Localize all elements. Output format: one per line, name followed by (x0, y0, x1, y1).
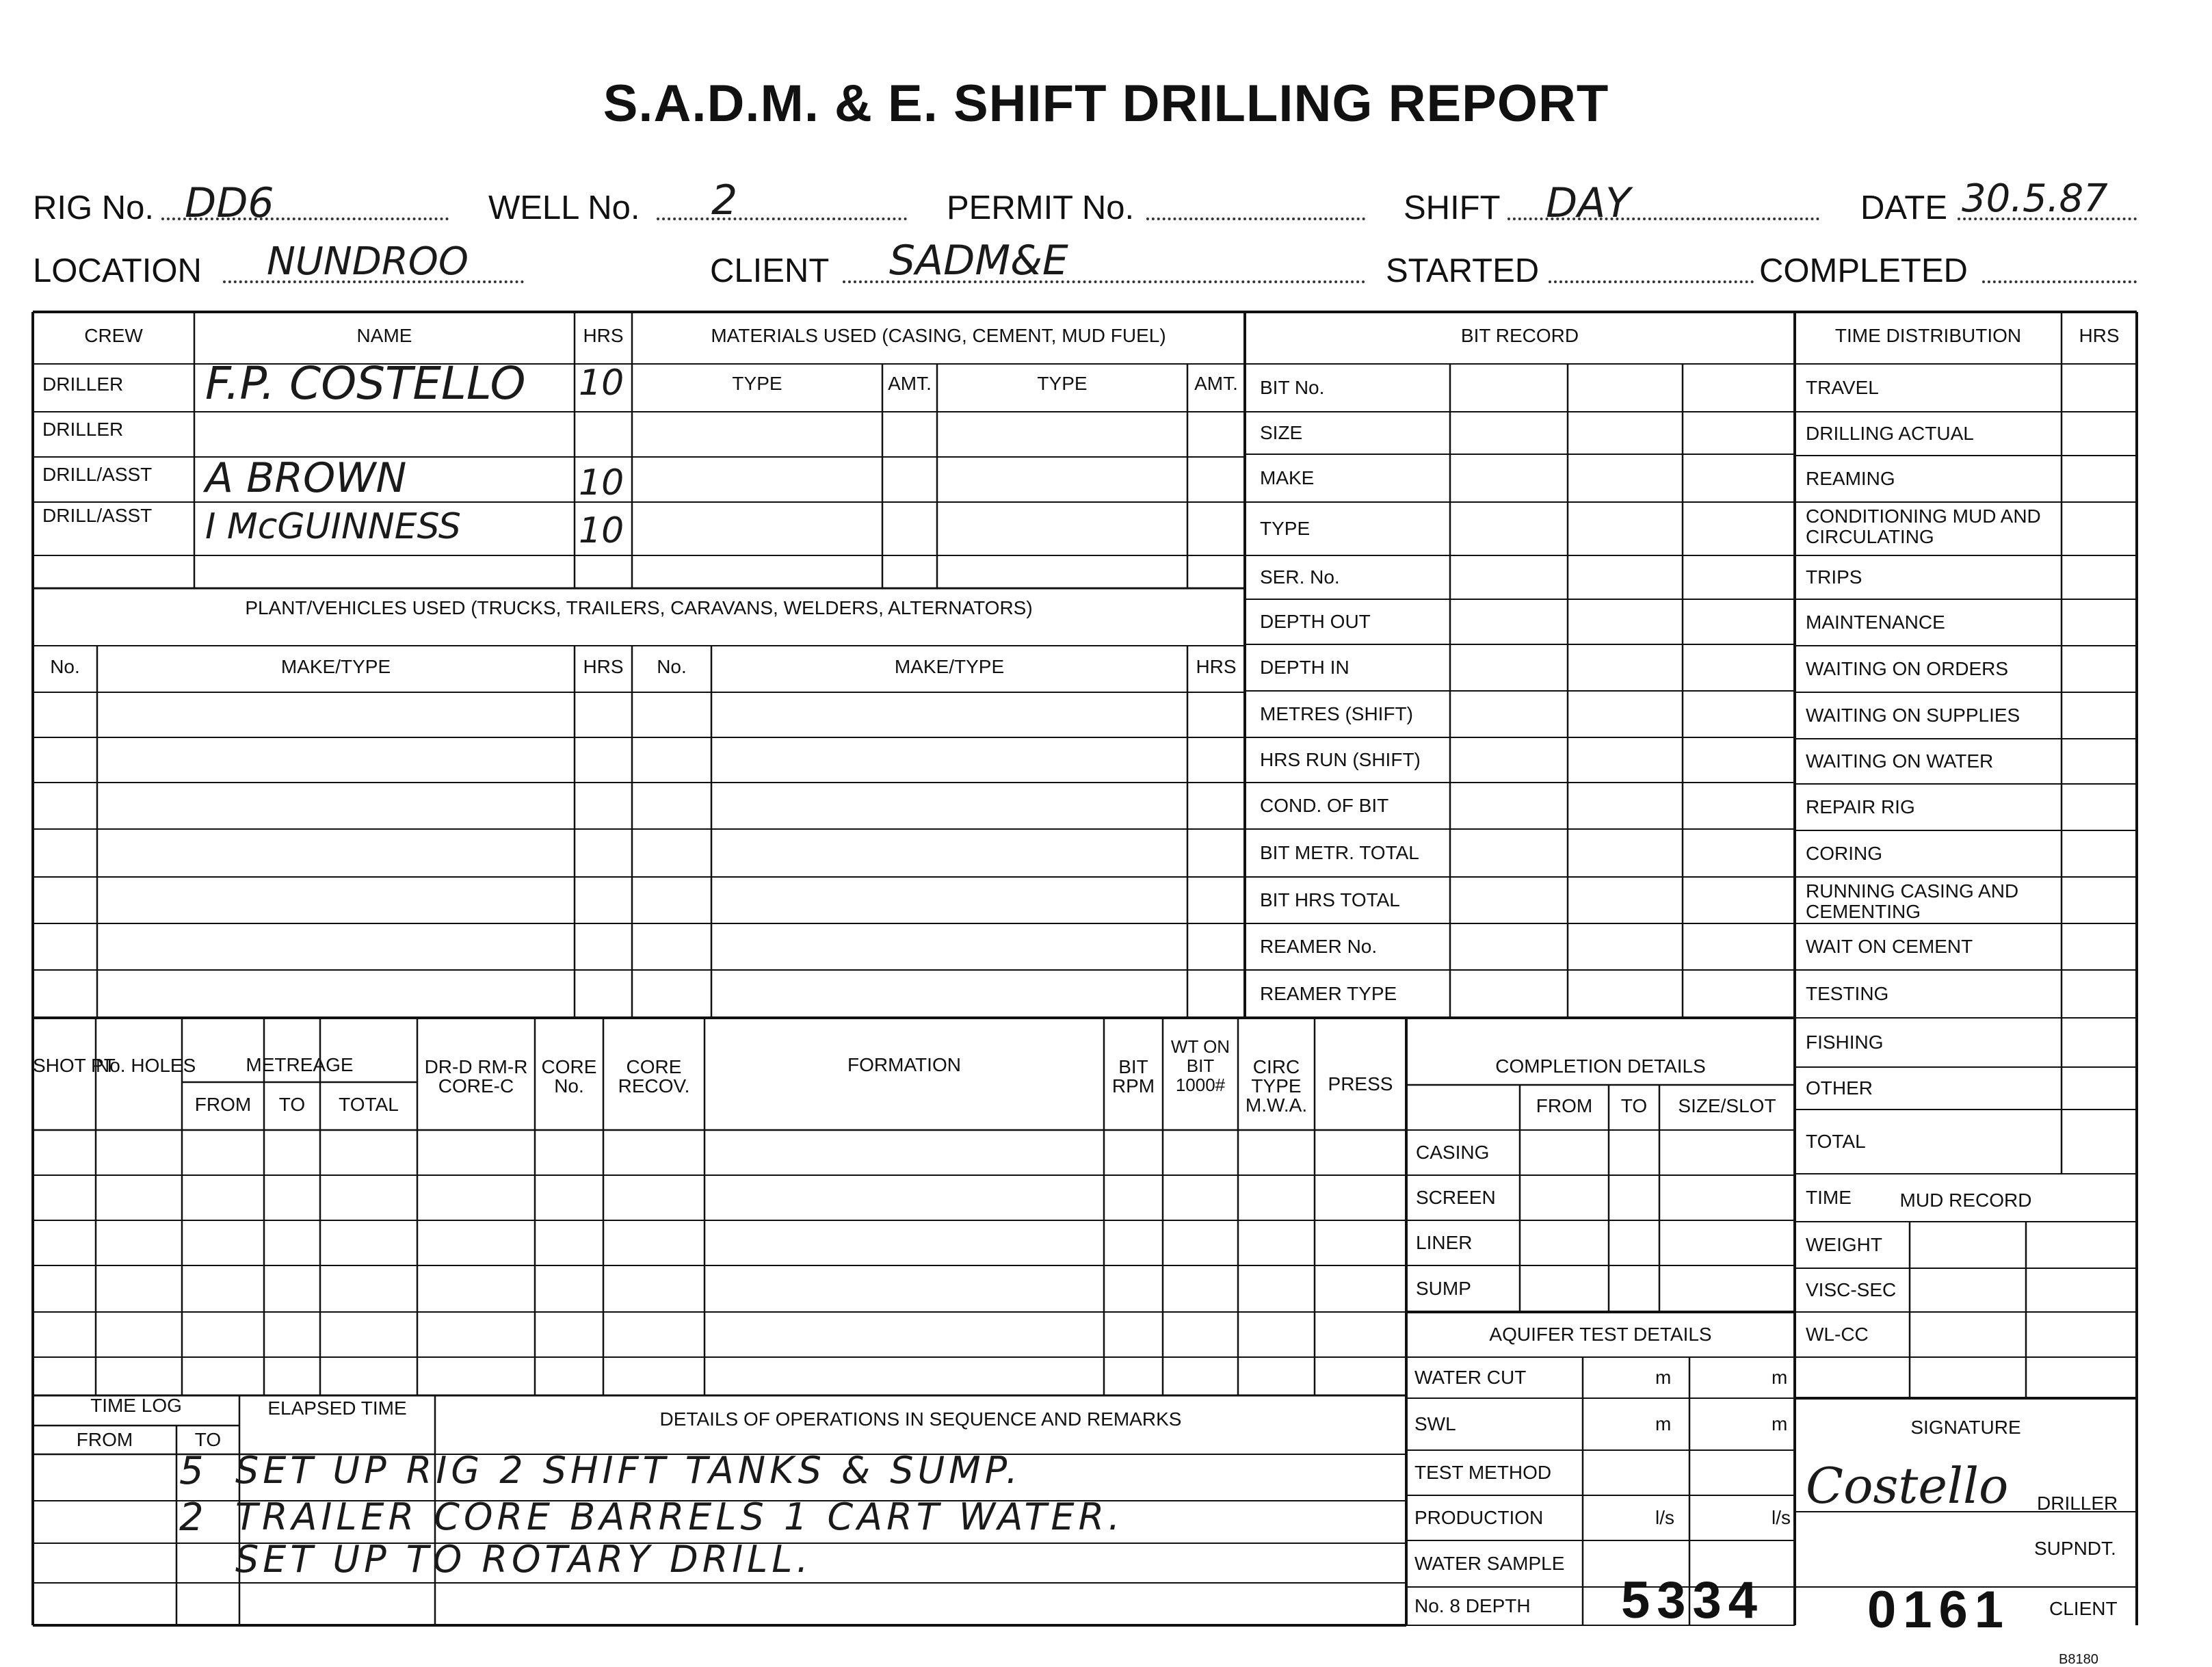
crew-role: DRILL/ASST (42, 464, 153, 485)
aquifer-label: WATER CUT (1414, 1367, 1527, 1388)
client-sign-label: CLIENT (2049, 1598, 2118, 1619)
driller-sign-label: DRILLER (2037, 1493, 2118, 1514)
rig-label: RIG No. (33, 189, 154, 226)
log-elapsed[interactable]: 5 (179, 1449, 204, 1493)
materials-type-header: TYPE (1037, 373, 1088, 394)
plant-title: PLANT/VEHICLES USED (TRUCKS, TRAILERS, CARAVANS, WELDERS, ALTERNATORS) (245, 597, 1033, 618)
bit-record-label: BIT HRS TOTAL (1260, 889, 1400, 910)
signature-title: SIGNATURE (1910, 1417, 2021, 1438)
circ-type-header: CIRC TYPE M.W.A. (1245, 1056, 1308, 1116)
time-dist-label: MAINTENANCE (1806, 612, 1945, 633)
location-value[interactable]: NUNDROO (267, 239, 469, 284)
materials-amt-header: AMT. (888, 373, 932, 394)
materials-amt-header: AMT. (1194, 373, 1238, 394)
bit-rpm-header: BIT RPM (1111, 1056, 1155, 1097)
crew-role: DRILLER (42, 373, 124, 395)
metreage-total-header: TOTAL (339, 1094, 399, 1115)
completed-label: COMPLETED (1759, 252, 1968, 289)
time-log-title: TIME LOG (90, 1395, 182, 1416)
shift-label: SHIFT (1404, 189, 1501, 226)
completion-label: SUMP (1416, 1278, 1471, 1299)
formation-header: FORMATION (847, 1054, 961, 1075)
time-dist-label: TRAVEL (1806, 377, 1879, 398)
plant-make-header: MAKE/TYPE (894, 656, 1005, 677)
time-dist-label: WAITING ON WATER (1806, 750, 1994, 772)
crew-header: CREW (84, 325, 143, 346)
supndt-sign-label: SUPNDT. (2034, 1538, 2116, 1559)
report-title: S.A.D.M. & E. SHIFT DRILLING REPORT (603, 75, 1609, 133)
completion-label: LINER (1416, 1232, 1473, 1253)
time-log-from-header: FROM (76, 1429, 133, 1450)
bit-record-label: SIZE (1260, 422, 1303, 443)
time-dist-label: WAITING ON SUPPLIES (1806, 705, 2020, 726)
driller-signature: Costello (1806, 1457, 2009, 1514)
log-entry[interactable]: TRAILER CORE BARRELS 1 CART WATER. (235, 1495, 1124, 1538)
aquifer-label: No. 8 DEPTH (1414, 1595, 1531, 1616)
aquifer-unit: l/s (1772, 1507, 1791, 1528)
serial-number-left: 5334 (1621, 1571, 1765, 1629)
plant-hrs-header: HRS (583, 656, 624, 677)
log-entry[interactable]: SET UP RIG 2 SHIFT TANKS & SUMP. (235, 1449, 1022, 1492)
plant-no-header: No. (50, 656, 80, 677)
mud-record-label: TIME (1806, 1187, 1852, 1208)
time-dist-title: TIME DISTRIBUTION (1834, 325, 2022, 346)
permit-label: PERMIT No. (947, 189, 1135, 226)
time-dist-label: TOTAL (1806, 1131, 1866, 1152)
time-dist-label: DRILLING ACTUAL (1806, 423, 1974, 444)
crew-name[interactable]: F.P. COSTELLO (205, 357, 526, 410)
bit-record-label: REAMER No. (1260, 936, 1378, 957)
bit-record-label: MAKE (1260, 467, 1315, 488)
aquifer-unit: m (1772, 1367, 1788, 1388)
crew-hrs-header: HRS (583, 325, 624, 346)
aquifer-unit: m (1772, 1413, 1788, 1434)
mud-record-label: VISC-SEC (1806, 1279, 1897, 1300)
time-dist-label: CORING (1806, 843, 1882, 864)
metreage-header: METREAGE (246, 1054, 354, 1075)
elapsed-header: ELAPSED TIME (267, 1397, 407, 1419)
completion-label: SCREEN (1416, 1187, 1496, 1208)
aquifer-unit: l/s (1655, 1507, 1674, 1528)
aquifer-label: PRODUCTION (1414, 1507, 1544, 1528)
time-dist-label: FISHING (1806, 1032, 1884, 1053)
core-recov-header: CORE RECOV. (618, 1056, 690, 1097)
bit-record-label: METRES (SHIFT) (1260, 703, 1413, 724)
time-dist-label: WAITING ON ORDERS (1806, 658, 2009, 679)
press-header: PRESS (1328, 1073, 1393, 1094)
drd-header: DR-D RM-R CORE-C (424, 1056, 528, 1097)
location-label: LOCATION (33, 252, 202, 289)
completion-from-header: FROM (1536, 1095, 1593, 1116)
completion-label: CASING (1416, 1142, 1490, 1163)
date-label: DATE (1860, 189, 1948, 226)
wt-on-bit-header: WT ON BIT 1000# (1170, 1036, 1230, 1095)
completion-size-header: SIZE/SLOT (1678, 1095, 1776, 1116)
bit-record-title: BIT RECORD (1460, 325, 1579, 346)
time-dist-label: CONDITIONING MUD AND CIRCULATING (1806, 506, 2041, 547)
date-value[interactable]: 30.5.87 (1962, 176, 2108, 221)
client-value[interactable]: SADM&E (889, 237, 1068, 285)
time-dist-hrs-header: HRS (2079, 325, 2120, 346)
completion-title: COMPLETION DETAILS (1495, 1055, 1706, 1077)
time-dist-label: TRIPS (1806, 566, 1862, 588)
plant-no-header: No. (657, 656, 687, 677)
materials-type-header: TYPE (732, 373, 782, 394)
time-dist-label: OTHER (1806, 1077, 1873, 1099)
no-holes-header: No. HOLES (96, 1055, 196, 1076)
materials-title: MATERIALS USED (CASING, CEMENT, MUD FUEL) (711, 325, 1166, 346)
crew-name[interactable]: I McGUINNESS (205, 506, 461, 547)
well-value[interactable]: 2 (711, 176, 738, 224)
bit-record-label: BIT No. (1260, 377, 1325, 398)
crew-hrs[interactable]: 10 (579, 462, 624, 503)
details-header: DETAILS OF OPERATIONS IN SEQUENCE AND REMARKS (659, 1408, 1182, 1430)
metreage-to-header: TO (278, 1094, 306, 1115)
bit-record-label: BIT METR. TOTAL (1260, 842, 1419, 863)
shot-pt-header: SHOT PT (33, 1055, 116, 1076)
form-code: B8180 (2059, 1652, 2098, 1667)
shift-value[interactable]: DAY (1546, 179, 1631, 227)
serial-number-right: 0161 (1867, 1581, 2011, 1639)
aquifer-label: SWL (1414, 1413, 1456, 1434)
bit-record-label: SER. No. (1260, 566, 1340, 588)
well-label: WELL No. (488, 189, 640, 226)
bit-record-label: DEPTH IN (1260, 657, 1349, 678)
crew-name[interactable]: A BROWN (205, 454, 407, 502)
aquifer-unit: m (1655, 1413, 1672, 1434)
crew-hrs[interactable]: 10 (579, 363, 624, 404)
time-dist-label: REAMING (1806, 468, 1895, 489)
bit-record-label: COND. OF BIT (1260, 795, 1389, 816)
mud-record-label: WEIGHT (1806, 1234, 1882, 1255)
completion-to-header: TO (1620, 1095, 1648, 1116)
time-dist-label: RUNNING CASING AND CEMENTING (1806, 880, 2019, 922)
time-dist-label: REPAIR RIG (1806, 796, 1915, 817)
bit-record-label: DEPTH OUT (1260, 611, 1371, 632)
crew-role: DRILL/ASST (42, 505, 153, 526)
plant-hrs-header: HRS (1196, 656, 1237, 677)
bit-record-label: TYPE (1260, 518, 1311, 539)
core-no-header: CORE No. (541, 1056, 597, 1097)
time-dist-label: WAIT ON CEMENT (1806, 936, 1973, 957)
crew-role: DRILLER (42, 419, 124, 440)
aquifer-unit: m (1655, 1367, 1672, 1388)
log-entry[interactable]: SET UP TO ROTARY DRILL. (235, 1538, 813, 1581)
crew-hrs[interactable]: 10 (579, 510, 624, 551)
client-label: CLIENT (710, 252, 830, 289)
aquifer-label: WATER SAMPLE (1414, 1553, 1565, 1574)
log-elapsed[interactable]: 2 (179, 1495, 204, 1540)
time-dist-label: TESTING (1806, 983, 1889, 1004)
bit-record-label: HRS RUN (SHIFT) (1260, 749, 1421, 770)
bit-record-label: REAMER TYPE (1260, 983, 1397, 1004)
started-label: STARTED (1386, 252, 1540, 289)
mud-record-title: MUD RECORD (1899, 1190, 2032, 1211)
aquifer-title: AQUIFER TEST DETAILS (1489, 1324, 1712, 1345)
metreage-from-header: FROM (194, 1094, 252, 1115)
plant-make-header: MAKE/TYPE (280, 656, 391, 677)
aquifer-label: TEST METHOD (1414, 1462, 1552, 1483)
mud-record-label: WL-CC (1806, 1324, 1869, 1345)
name-header: NAME (356, 325, 412, 346)
rig-value[interactable]: DD6 (185, 179, 274, 227)
time-log-to-header: TO (194, 1429, 222, 1450)
